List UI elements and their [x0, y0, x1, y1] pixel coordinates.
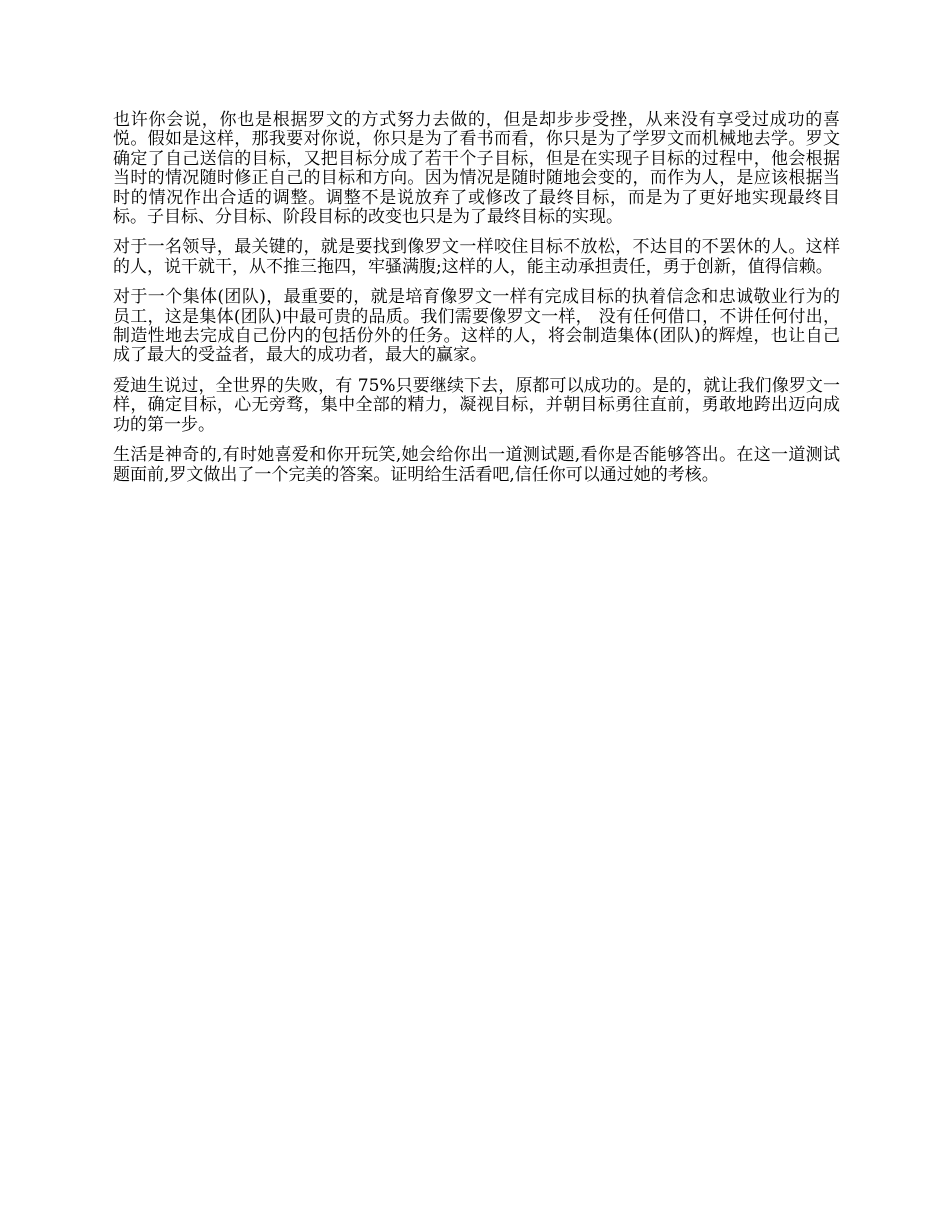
paragraph-5: 生活是神奇的,有时她喜爱和你开玩笑,她会给你出一道测试题,看你是否能够答出。在这一道测试题面前,罗文做出了一个完美的答案。证明给生活看吧,信任你可以通过她的考核。 — [113, 445, 840, 485]
paragraph-4: 爱迪生说过，全世界的失败，有 75%只要继续下去，原都可以成功的。是的，就让我们像罗文一样，确定目标，心无旁骛，集中全部的精力，凝视目标，并朝目标勇往直前，勇敢地跨出迈向成功的第一步。 — [113, 375, 840, 435]
paragraph-2: 对于一名领导，最关键的，就是要找到像罗文一样咬住目标不放松，不达目的不罢休的人。这样的人，说干就干，从不推三拖四，牢骚满腹;这样的人，能主动承担责任，勇于创新，值得信赖。 — [113, 237, 840, 277]
document-body — [113, 111, 840, 496]
paragraph-3: 对于一个集体(团队)，最重要的，就是培育像罗文一样有完成目标的执着信念和忠诚敬业行为的员工，这是集体(团队)中最可贵的品质。我们需要像罗文一样， 没有任何借口，不讲任何付出，制造性地去完成自己份内的包括份外的任务。这样的人，将会制造集体(团队)的辉煌，也让自己成了最大的受益者，最大的成功者，最大的赢家。 — [113, 287, 840, 366]
paragraph-1: 也许你会说，你也是根据罗文的方式努力去做的，但是却步步受挫，从来没有享受过成功的喜悦。假如是这样，那我要对你说，你只是为了看书而看，你只是为了学罗文而机械地去学。罗文确定了自己送信的目标，又把目标分成了若干个子目标，但是在实现子目标的过程中，他会根据当时的情况随时修正自己的目标和方向。因为情况是随时随地会变的，而作为人，是应该根据当时的情况作出合适的调整。调整不是说放弃了或修改了最终目标，而是为了更好地实现最终目标。子目标、分目标、阶段目标的改变也只是为了最终目标的实现。 — [113, 110, 840, 228]
